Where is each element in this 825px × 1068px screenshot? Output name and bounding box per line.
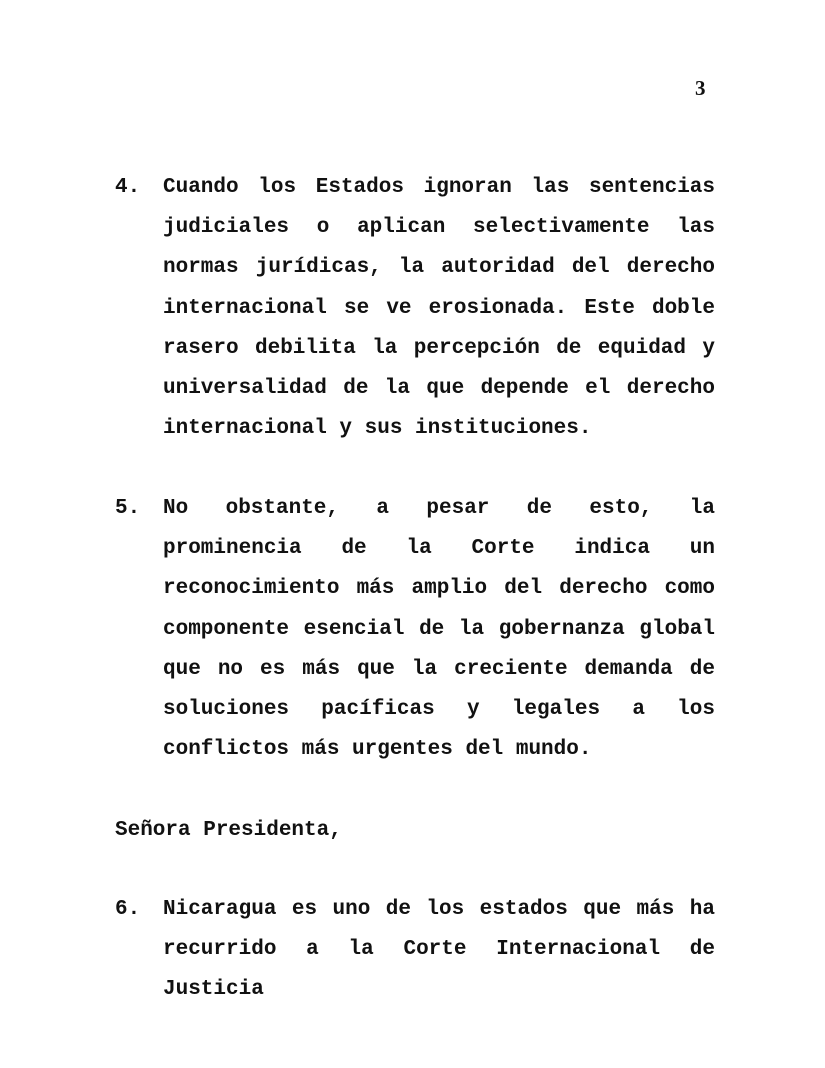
paragraph-text: Cuando los Estados ignoran las sentencias judiciales o aplican selectivamente las normas jurídicas, la autoridad del derecho internacional se ve erosionada. Este doble rasero debilita la percepción de equidad y universalidad de la que depende el derecho internacional y sus instituciones. [163, 176, 715, 441]
paragraph-text: No obstante, a pesar de esto, la prominencia de la Corte indica un reconocimiento más amplio del derecho como componente esencial de la gobernanza global que no es más que la creciente demanda de soluciones pacíficas y legales a los conflictos más urgentes del mundo. [163, 497, 715, 762]
paragraph-number: 5. [115, 497, 141, 520]
salutation: Señora Presidenta, [115, 819, 342, 842]
paragraph-4 [115, 168, 715, 449]
paragraph-number: 4. [115, 176, 141, 199]
paragraph-number: 6. [115, 898, 141, 921]
paragraph-text: Nicaragua es uno de los estados que más ha recurrido a la Corte Internacional de Justicia [163, 898, 715, 1002]
page-number: 3 [695, 76, 706, 100]
paragraph-6 [115, 890, 715, 1011]
paragraph-5 [115, 489, 715, 770]
